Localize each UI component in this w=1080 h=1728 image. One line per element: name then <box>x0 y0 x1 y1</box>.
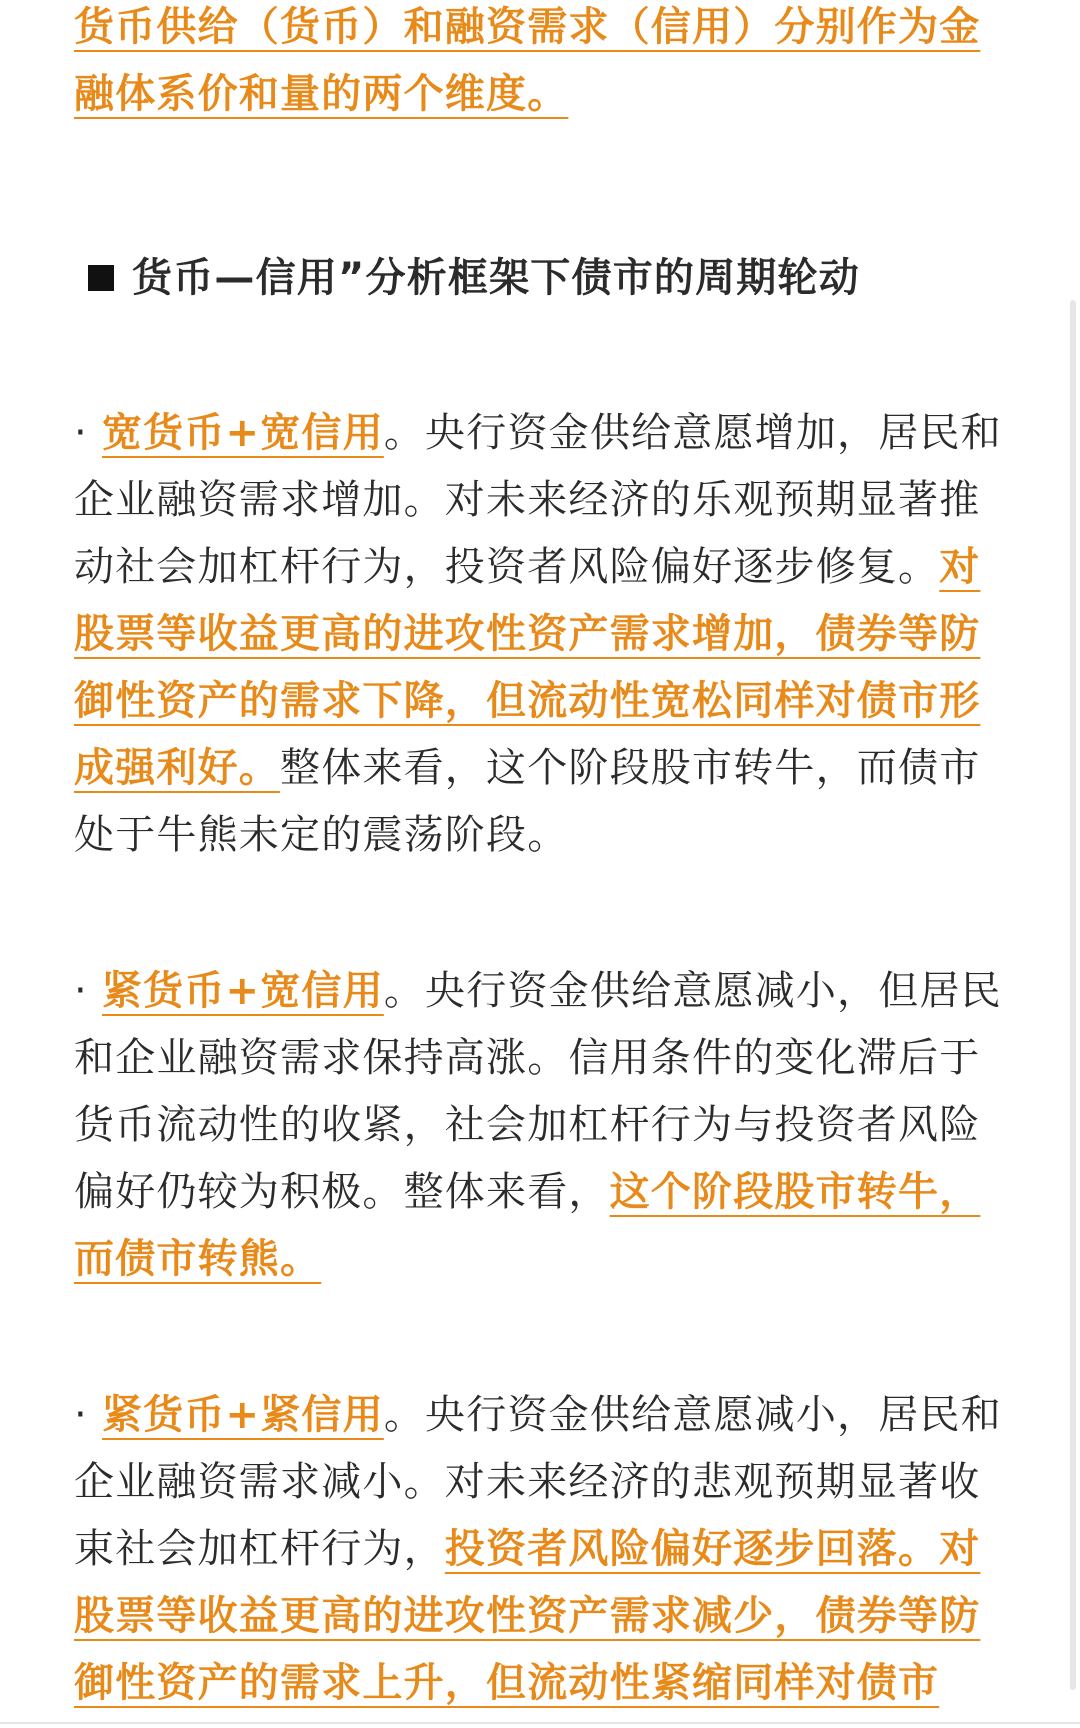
bullet-title: 宽货币+宽信用 <box>101 410 384 456</box>
bullet-title: 紧货币+紧信用 <box>101 1392 384 1438</box>
bottom-divider <box>0 1722 1080 1724</box>
bullet-paragraph-2 <box>74 958 1014 1293</box>
bullet-text: 。央行资金供给意愿减小，居民和企业融资需求减小。对未来经济的悲观预期显著收束社会加杠杆行为， <box>74 1392 1002 1572</box>
bullet-dot: · <box>74 968 88 1014</box>
bullet-highlight: 对股票等收益更高的进攻性资产需求增加，债券等防御性资产的需求下降，但流动性宽松同样对债市形成强利好。 <box>74 544 981 791</box>
bullet-dot: · <box>74 410 88 456</box>
scrollbar[interactable] <box>1070 300 1076 1690</box>
black-square-icon <box>88 265 114 291</box>
bullet-paragraph-1 <box>74 400 1014 869</box>
bullet-paragraph-3 <box>74 1382 1014 1717</box>
bullet-text-tail: 整体来看，这个阶段股市转牛，而债市处于牛熊未定的震荡阶段。 <box>74 745 981 858</box>
bullet-highlight: 投资者风险偏好逐步回落。对股票等收益更高的进攻性资产需求减少，债券等防御性资产的需求上升，但流动性紧缩同样对债市 <box>74 1526 981 1706</box>
intro-paragraph <box>74 0 1014 128</box>
bullet-text: 。央行资金供给意愿减小，但居民和企业融资需求保持高涨。信用条件的变化滞后于货币流动性的收紧，社会加杠杆行为与投资者风险偏好仍较为积极。整体来看， <box>74 968 1002 1215</box>
section-heading <box>88 248 988 308</box>
section-heading-text: 货币—信用”分析框架下债市的周期轮动 <box>132 255 860 301</box>
bullet-text: 。央行资金供给意愿增加，居民和企业融资需求增加。对未来经济的乐观预期显著推动社会加杠杆行为，投资者风险偏好逐步修复。 <box>74 410 1002 590</box>
intro-highlight: 货币供给（货币）和融资需求（信用）分别作为金融体系价和量的两个维度。 <box>74 4 981 117</box>
bullet-highlight: 这个阶段股市转牛，而债市转熊。 <box>74 1169 981 1282</box>
bullet-title: 紧货币+宽信用 <box>101 968 384 1014</box>
bullet-dot: · <box>74 1392 88 1438</box>
